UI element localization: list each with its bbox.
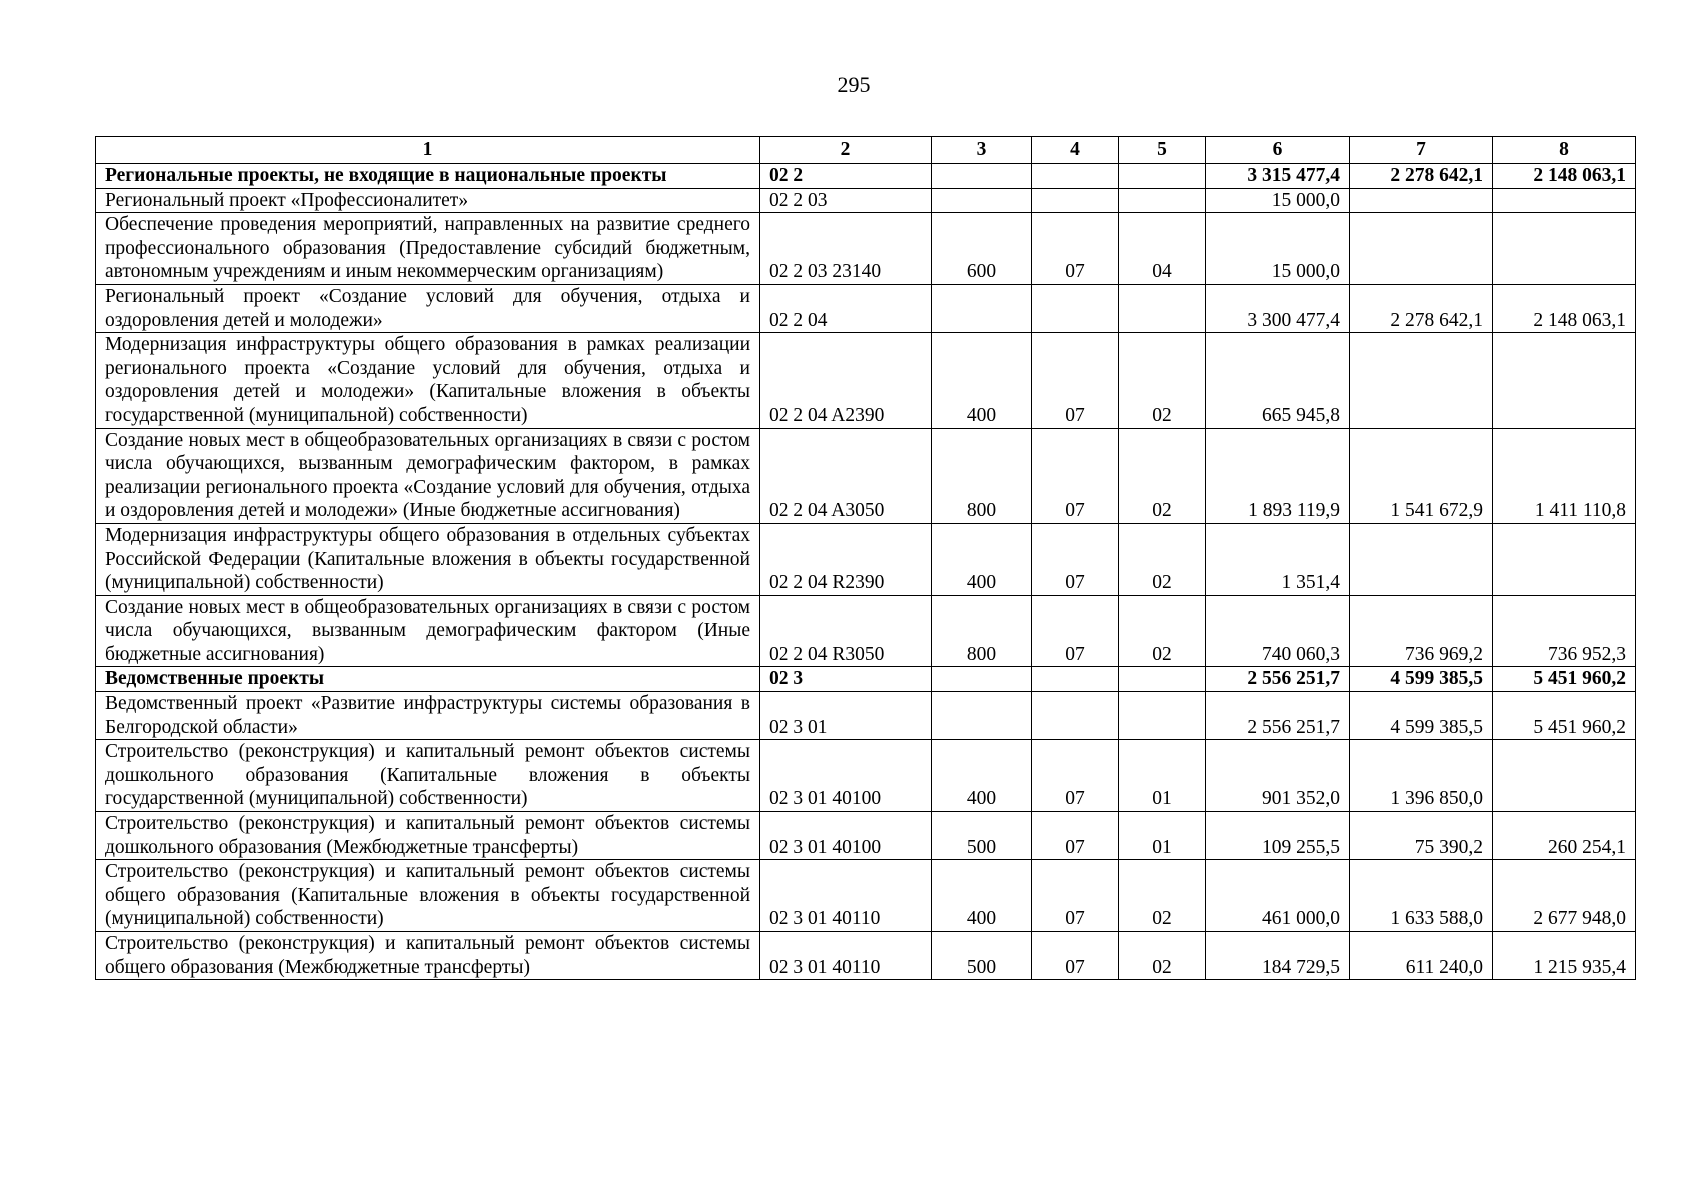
row-name: Строительство (реконструкция) и капитальный ремонт объектов системы общего образования (Межбюджетные трансферты) [96, 932, 760, 980]
row-col5 [1119, 284, 1206, 332]
row-col5 [1119, 188, 1206, 213]
row-col4: 07 [1032, 213, 1119, 285]
row-col7 [1350, 523, 1493, 595]
row-col5: 04 [1119, 213, 1206, 285]
row-col3: 400 [932, 523, 1032, 595]
row-col7 [1350, 188, 1493, 213]
row-col4 [1032, 188, 1119, 213]
row-col6: 2 556 251,7 [1206, 692, 1350, 740]
row-name: Строительство (реконструкция) и капитальный ремонт объектов системы общего образования (Капитальные вложения в объекты государственной (муниципальной) собственности) [96, 860, 760, 932]
row-col7: 4 599 385,5 [1350, 692, 1493, 740]
table-row [96, 740, 1636, 812]
row-col8: 5 451 960,2 [1493, 667, 1636, 692]
row-code: 02 2 04 R2390 [760, 523, 932, 595]
row-code: 02 2 04 R3050 [760, 595, 932, 667]
row-col3: 400 [932, 740, 1032, 812]
row-col5: 02 [1119, 523, 1206, 595]
table-row [96, 428, 1636, 523]
row-col6: 1 893 119,9 [1206, 428, 1350, 523]
row-col4: 07 [1032, 860, 1119, 932]
row-name: Региональный проект «Создание условий для обучения, отдыха и оздоровления детей и молодежи» [96, 284, 760, 332]
column-header: 8 [1493, 137, 1636, 164]
row-col8: 736 952,3 [1493, 595, 1636, 667]
row-col8: 5 451 960,2 [1493, 692, 1636, 740]
row-code: 02 2 04 [760, 284, 932, 332]
row-name: Строительство (реконструкция) и капитальный ремонт объектов системы дошкольного образования (Межбюджетные трансферты) [96, 812, 760, 860]
row-col7: 4 599 385,5 [1350, 667, 1493, 692]
row-name: Региональный проект «Профессионалитет» [96, 188, 760, 213]
row-name: Ведомственные проекты [96, 667, 760, 692]
row-col4: 07 [1032, 932, 1119, 980]
row-col5: 02 [1119, 860, 1206, 932]
row-code: 02 2 04 A3050 [760, 428, 932, 523]
row-name: Строительство (реконструкция) и капитальный ремонт объектов системы дошкольного образования (Капитальные вложения в объекты государственной (муниципальной) собственности) [96, 740, 760, 812]
row-col3: 600 [932, 213, 1032, 285]
table-row [96, 284, 1636, 332]
row-col7: 611 240,0 [1350, 932, 1493, 980]
row-col7: 736 969,2 [1350, 595, 1493, 667]
row-col4: 07 [1032, 812, 1119, 860]
row-code: 02 2 03 23140 [760, 213, 932, 285]
row-col7 [1350, 213, 1493, 285]
row-col6: 15 000,0 [1206, 188, 1350, 213]
row-col3: 500 [932, 932, 1032, 980]
row-name: Обеспечение проведения мероприятий, направленных на развитие среднего профессионального образования (Предоставление субсидий бюджетным, автономным учреждениям и иным некоммерческим организациям) [96, 213, 760, 285]
row-col8: 1 215 935,4 [1493, 932, 1636, 980]
column-header: 3 [932, 137, 1032, 164]
table-row [96, 188, 1636, 213]
row-col6: 15 000,0 [1206, 213, 1350, 285]
table-row [96, 213, 1636, 285]
row-col8: 2 148 063,1 [1493, 284, 1636, 332]
row-name: Создание новых мест в общеобразовательных организациях в связи с ростом числа обучающихся, вызванным демографическим фактором (Иные бюджетные ассигнования) [96, 595, 760, 667]
row-col5 [1119, 164, 1206, 189]
row-col7 [1350, 333, 1493, 428]
row-name: Модернизация инфраструктуры общего образования в рамках реализации регионального проекта «Создание условий для обучения, отдыха и оздоровления детей и молодежи» (Капитальные вложения в объекты государственной (муниципальной) собственности) [96, 333, 760, 428]
row-col7: 75 390,2 [1350, 812, 1493, 860]
row-code: 02 2 04 A2390 [760, 333, 932, 428]
table-row [96, 667, 1636, 692]
row-col8: 2 148 063,1 [1493, 164, 1636, 189]
row-col3 [932, 667, 1032, 692]
row-col4: 07 [1032, 333, 1119, 428]
row-name: Создание новых мест в общеобразовательных организациях в связи с ростом числа обучающихся, вызванным демографическим фактором, в рамках реализации регионального проекта «Создание условий для обучения, отдыха и оздоровления детей и молодежи» (Иные бюджетные ассигнования) [96, 428, 760, 523]
row-code: 02 3 [760, 667, 932, 692]
row-col3 [932, 164, 1032, 189]
table-row [96, 523, 1636, 595]
table-row [96, 595, 1636, 667]
row-col8: 1 411 110,8 [1493, 428, 1636, 523]
row-col6: 3 300 477,4 [1206, 284, 1350, 332]
row-col3: 400 [932, 333, 1032, 428]
page-number: 295 [837, 72, 871, 97]
table-row [96, 333, 1636, 428]
row-col6: 901 352,0 [1206, 740, 1350, 812]
row-col3 [932, 188, 1032, 213]
row-col3: 800 [932, 595, 1032, 667]
column-header: 7 [1350, 137, 1493, 164]
row-col4: 07 [1032, 740, 1119, 812]
row-code: 02 3 01 [760, 692, 932, 740]
row-col6: 461 000,0 [1206, 860, 1350, 932]
row-col8 [1493, 333, 1636, 428]
row-col8: 260 254,1 [1493, 812, 1636, 860]
row-name: Ведомственный проект «Развитие инфраструктуры системы образования в Белгородской области» [96, 692, 760, 740]
row-col3: 500 [932, 812, 1032, 860]
table-row [96, 860, 1636, 932]
row-col7: 1 633 588,0 [1350, 860, 1493, 932]
row-col6: 1 351,4 [1206, 523, 1350, 595]
row-col5: 02 [1119, 428, 1206, 523]
row-col4: 07 [1032, 428, 1119, 523]
column-header: 6 [1206, 137, 1350, 164]
row-col8: 2 677 948,0 [1493, 860, 1636, 932]
row-col5 [1119, 667, 1206, 692]
row-name: Региональные проекты, не входящие в национальные проекты [96, 164, 760, 189]
row-col4 [1032, 284, 1119, 332]
row-col5 [1119, 692, 1206, 740]
column-header: 5 [1119, 137, 1206, 164]
row-col8 [1493, 740, 1636, 812]
row-code: 02 3 01 40100 [760, 812, 932, 860]
row-code: 02 3 01 40110 [760, 860, 932, 932]
row-col7: 1 541 672,9 [1350, 428, 1493, 523]
row-col3: 800 [932, 428, 1032, 523]
row-col3 [932, 692, 1032, 740]
row-col4 [1032, 692, 1119, 740]
row-col4 [1032, 164, 1119, 189]
row-code: 02 3 01 40110 [760, 932, 932, 980]
row-col6: 2 556 251,7 [1206, 667, 1350, 692]
row-col6: 665 945,8 [1206, 333, 1350, 428]
row-col5: 02 [1119, 932, 1206, 980]
row-name: Модернизация инфраструктуры общего образования в отдельных субъектах Российской Федерации (Капитальные вложения в объекты государственной (муниципальной) собственности) [96, 523, 760, 595]
row-col6: 740 060,3 [1206, 595, 1350, 667]
row-code: 02 2 03 [760, 188, 932, 213]
table-body [96, 164, 1636, 980]
row-col8 [1493, 523, 1636, 595]
table-row [96, 164, 1636, 189]
row-code: 02 3 01 40100 [760, 740, 932, 812]
column-header: 4 [1032, 137, 1119, 164]
table-row [96, 932, 1636, 980]
row-col8 [1493, 213, 1636, 285]
header-row [96, 137, 1636, 164]
row-col5: 02 [1119, 333, 1206, 428]
budget-table [95, 136, 1636, 980]
row-col4: 07 [1032, 595, 1119, 667]
row-col6: 3 315 477,4 [1206, 164, 1350, 189]
row-col3: 400 [932, 860, 1032, 932]
row-col5: 02 [1119, 595, 1206, 667]
row-col4: 07 [1032, 523, 1119, 595]
row-col7: 1 396 850,0 [1350, 740, 1493, 812]
row-col3 [932, 284, 1032, 332]
row-col6: 109 255,5 [1206, 812, 1350, 860]
table-row [96, 692, 1636, 740]
row-col5: 01 [1119, 740, 1206, 812]
column-header: 2 [760, 137, 932, 164]
table-row [96, 812, 1636, 860]
row-col7: 2 278 642,1 [1350, 284, 1493, 332]
row-code: 02 2 [760, 164, 932, 189]
row-col6: 184 729,5 [1206, 932, 1350, 980]
row-col4 [1032, 667, 1119, 692]
row-col8 [1493, 188, 1636, 213]
row-col7: 2 278 642,1 [1350, 164, 1493, 189]
column-header: 1 [96, 137, 760, 164]
row-col5: 01 [1119, 812, 1206, 860]
